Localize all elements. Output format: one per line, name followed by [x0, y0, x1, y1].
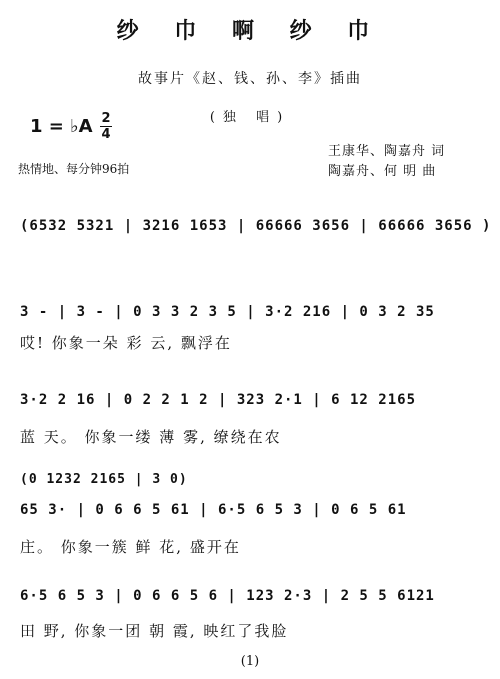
key-signature: 1 = ♭A [30, 116, 93, 137]
score-system-3 [14, 370, 484, 450]
system-notes: (6532 5321 | 3216 1653 | 66666 3656 | 66666 3656 ) [20, 218, 492, 234]
tempo-marking: 热情地、每分钟96拍 [18, 162, 130, 176]
system-upper-notes: (0 1232 2165 | 3 0) [20, 472, 188, 487]
credits [328, 142, 445, 182]
system-notes: 3 - | 3 - | 0 3 3 2 3 5 | 3·2 216 | 0 3 2 35 [20, 304, 435, 320]
performance-type: (独 唱) [209, 110, 291, 125]
system-lyrics: 庄。 你象一簇 鲜 花, 盛开在 [20, 538, 241, 556]
system-notes: 3·2 2 16 | 0 2 2 1 2 | 323 2·1 | 6 12 2165 [20, 392, 417, 408]
score-system-1 [14, 188, 492, 258]
system-notes: 6·5 6 5 3 | 0 6 6 5 6 | 123 2·3 | 2 5 5 6121 [20, 588, 435, 604]
system-lyrics: 哎! 你象一朵 彩 云, 飘浮在 [20, 334, 232, 352]
song-subtitle: 故事片《赵、钱、孙、李》插曲 [138, 71, 362, 87]
system-notes: 65 3· | 0 6 6 5 61 | 6·5 6 5 3 | 0 6 5 61 [20, 502, 407, 518]
time-signature [100, 112, 112, 141]
score-system-5 [14, 570, 484, 650]
score-system-2 [14, 280, 484, 360]
song-title: 纱 巾 啊 纱 巾 [116, 18, 384, 44]
page-number: (1) [240, 654, 260, 669]
composers: 陶嘉舟、何 明 曲 [328, 164, 437, 179]
system-lyrics: 蓝 天。 你象一缕 薄 雾, 缭绕在农 [20, 428, 282, 446]
system-lyrics: 田 野, 你象一团 朝 霞, 映红了我脸 [20, 622, 289, 640]
score-system-4 [14, 460, 484, 560]
meter-bottom: 4 [101, 127, 111, 142]
meter-top: 2 [101, 111, 111, 126]
lyricists: 王康华、陶嘉舟 词 [328, 144, 446, 159]
